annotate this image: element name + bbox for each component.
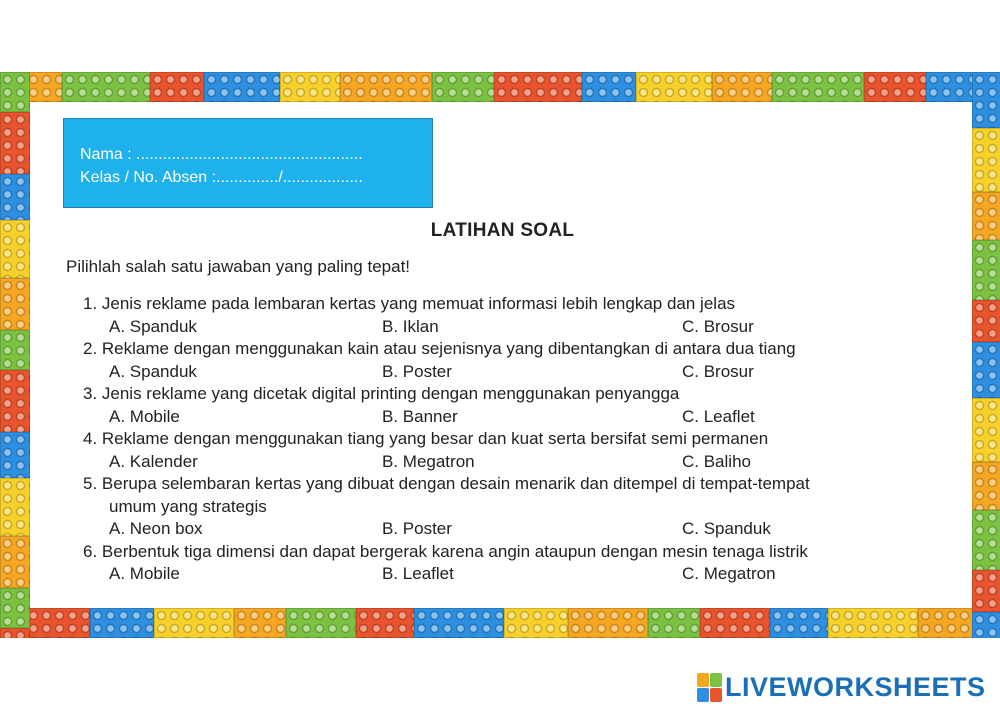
lego-brick [636, 72, 712, 102]
lego-brick [568, 608, 648, 638]
lego-brick [154, 608, 234, 638]
answer-option[interactable]: A. Neon box [109, 519, 203, 538]
answer-option[interactable]: B. Iklan [382, 316, 439, 336]
logo-text: LIVEWORKSHEETS [725, 671, 986, 702]
lego-brick [356, 608, 414, 638]
question-text: 2. Reklame dengan menggunakan kain atau sejenisnya yang dibentangkan di antara dua tiang [83, 339, 796, 358]
lego-brick [972, 72, 1000, 128]
lego-brick [504, 608, 568, 638]
answer-option[interactable]: C. Leaflet [682, 406, 755, 426]
lego-brick [972, 510, 1000, 570]
lego-brick [770, 608, 828, 638]
lego-brick [648, 608, 700, 638]
lego-brick [0, 278, 30, 330]
lego-brick [0, 72, 30, 112]
lego-brick [0, 432, 30, 478]
lego-brick [0, 330, 30, 370]
question-text: 3. Jenis reklame yang dicetak digital printing dengan menggunakan penyangga [83, 384, 680, 403]
lego-brick [280, 72, 340, 102]
question-text: umum yang strategis [109, 496, 267, 516]
lego-brick [864, 72, 926, 102]
lego-brick [62, 72, 150, 102]
border-left [0, 72, 30, 638]
lego-brick [150, 72, 204, 102]
lego-brick [972, 240, 1000, 300]
lego-brick [828, 608, 918, 638]
border-bottom [0, 608, 1000, 638]
lego-brick [700, 608, 770, 638]
lego-brick [972, 462, 1000, 510]
answer-option[interactable]: B. Megatron [382, 451, 475, 471]
lego-brick [286, 608, 356, 638]
border-top [0, 72, 1000, 102]
lego-brick [0, 112, 30, 174]
lego-brick [0, 174, 30, 220]
lego-brick [972, 398, 1000, 462]
lego-brick [772, 72, 864, 102]
liveworksheets-logo [697, 670, 986, 704]
question-text: 1. Jenis reklame pada lembaran kertas yang memuat informasi lebih lengkap dan jelas [83, 294, 736, 313]
lego-brick [0, 536, 30, 588]
lego-brick [414, 608, 504, 638]
answer-option[interactable]: B. Banner [382, 406, 458, 426]
lego-brick [90, 608, 154, 638]
lego-brick [0, 588, 30, 628]
answer-option[interactable]: C. Brosur [682, 361, 754, 381]
lego-brick [0, 628, 30, 638]
lego-brick [340, 72, 432, 102]
lego-brick [234, 608, 286, 638]
lego-brick [972, 612, 1000, 638]
lego-brick [0, 370, 30, 432]
lego-brick [712, 72, 772, 102]
answer-option[interactable]: A. Mobile [109, 564, 180, 583]
lego-brick [972, 300, 1000, 342]
question-text: 4. Reklame dengan menggunakan tiang yang besar dan kuat serta bersifat semi permanen [83, 429, 769, 448]
answer-option[interactable]: A. Spanduk [109, 361, 197, 381]
answer-option[interactable]: C. Spanduk [682, 519, 771, 538]
page-title: LATIHAN SOAL [430, 220, 575, 241]
lego-brick [972, 570, 1000, 612]
lego-brick [972, 342, 1000, 398]
answer-option[interactable]: A. Spanduk [109, 316, 197, 336]
question-text: 6. Berbentuk tiga dimensi dan dapat bergerak karena angin ataupun dengan mesin tenaga listrik [83, 541, 808, 561]
answer-option[interactable]: C. Brosur [682, 316, 754, 336]
answer-option[interactable]: B. Poster [382, 519, 452, 538]
instruction-text: Pilihlah salah satu jawaban yang paling tepat! [66, 257, 411, 276]
liveworksheets-logo-icon [697, 673, 721, 701]
answer-option[interactable]: C. Baliho [682, 451, 751, 471]
lego-brick [494, 72, 582, 102]
lego-brick [0, 478, 30, 536]
name-line: Nama : ................................................... [80, 146, 363, 163]
class-line: Kelas / No. Absen :............../.................. [80, 169, 363, 186]
question-text: 5. Berupa selembaran kertas yang dibuat dengan desain menarik dan ditempel di tempat-tempat [83, 474, 810, 493]
lego-brick [432, 72, 494, 102]
answer-option[interactable]: A. Kalender [109, 451, 198, 471]
answer-option[interactable]: B. Poster [382, 361, 452, 381]
answer-option[interactable]: A. Mobile [109, 406, 180, 426]
student-info-box [63, 118, 433, 208]
lego-brick [582, 72, 636, 102]
lego-brick [972, 128, 1000, 192]
answer-option[interactable]: B. Leaflet [382, 564, 454, 583]
lego-brick [204, 72, 280, 102]
answer-option[interactable]: C. Megatron [682, 564, 776, 583]
border-right [972, 72, 1000, 638]
